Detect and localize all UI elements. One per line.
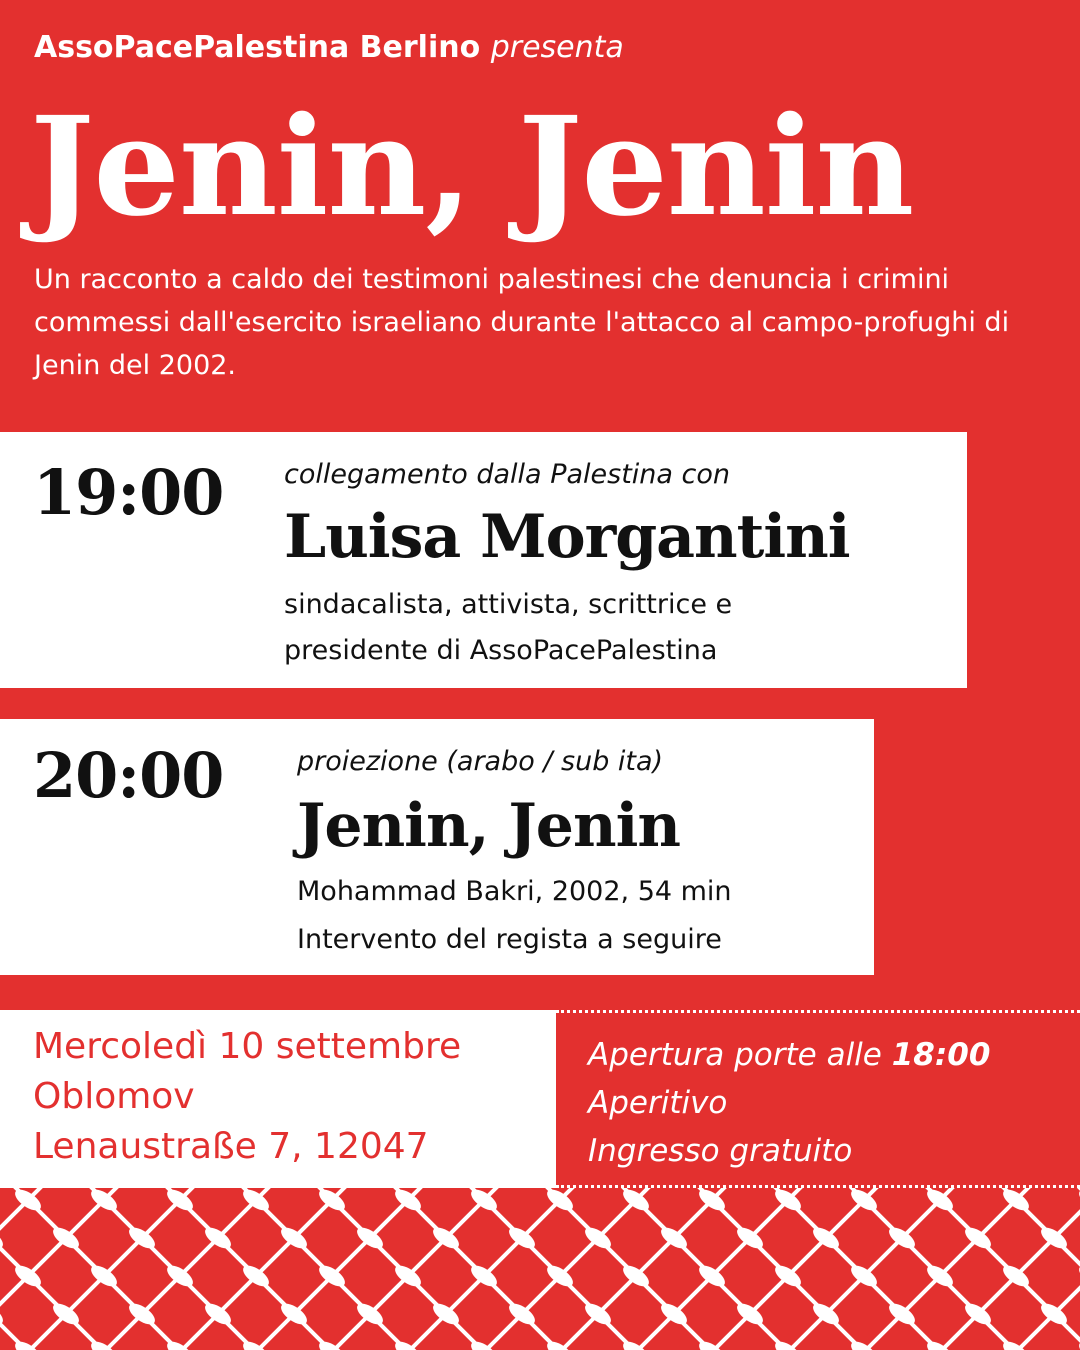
speaker-role-line-2: presidente di AssoPacePalestina <box>284 635 718 666</box>
program-intro: proiezione (arabo / sub ita) <box>297 746 664 777</box>
doors-label: Apertura porte alle <box>588 1037 882 1073</box>
program-time: 19:00 <box>33 456 224 529</box>
program-time: 20:00 <box>33 739 224 812</box>
event-description: Un racconto a caldo dei testimoni palestinesi che denuncia i crimini commessi dall'esercito israeliano durante l'attacco al campo-profughi di Jenin del 2002. <box>34 264 1010 381</box>
presenter-line <box>34 28 1054 68</box>
main-title: Jenin, Jenin <box>30 87 914 247</box>
program-box-talk <box>0 432 967 688</box>
speaker-role-line-1: sindacalista, attivista, scrittrice e <box>284 589 733 620</box>
fence-pattern-icon <box>0 1188 1080 1350</box>
presenter-suffix: presenta <box>490 30 624 65</box>
presenter-name: AssoPacePalestina Berlino <box>34 30 481 65</box>
film-title: Jenin, Jenin <box>297 791 680 861</box>
speaker-name: Luisa Morgantini <box>284 502 850 572</box>
program-intro: collegamento dalla Palestina con <box>284 459 731 490</box>
event-date: Mercoledì 10 settembre <box>33 1026 462 1067</box>
event-address: Lenaustraße 7, 12047 <box>33 1126 429 1167</box>
event-extras-box <box>556 1010 1080 1188</box>
free-entry: Ingresso gratuito <box>588 1133 853 1169</box>
event-location-box <box>0 1010 556 1188</box>
program-box-screening <box>0 719 874 975</box>
doors-open <box>588 1031 1080 1079</box>
film-details-line-1: Mohammad Bakri, 2002, 54 min <box>297 876 732 907</box>
event-venue: Oblomov <box>33 1076 195 1117</box>
doors-time: 18:00 <box>891 1037 991 1073</box>
film-details-line-2: Intervento del regista a seguire <box>297 924 722 955</box>
aperitivo: Aperitivo <box>588 1085 728 1121</box>
